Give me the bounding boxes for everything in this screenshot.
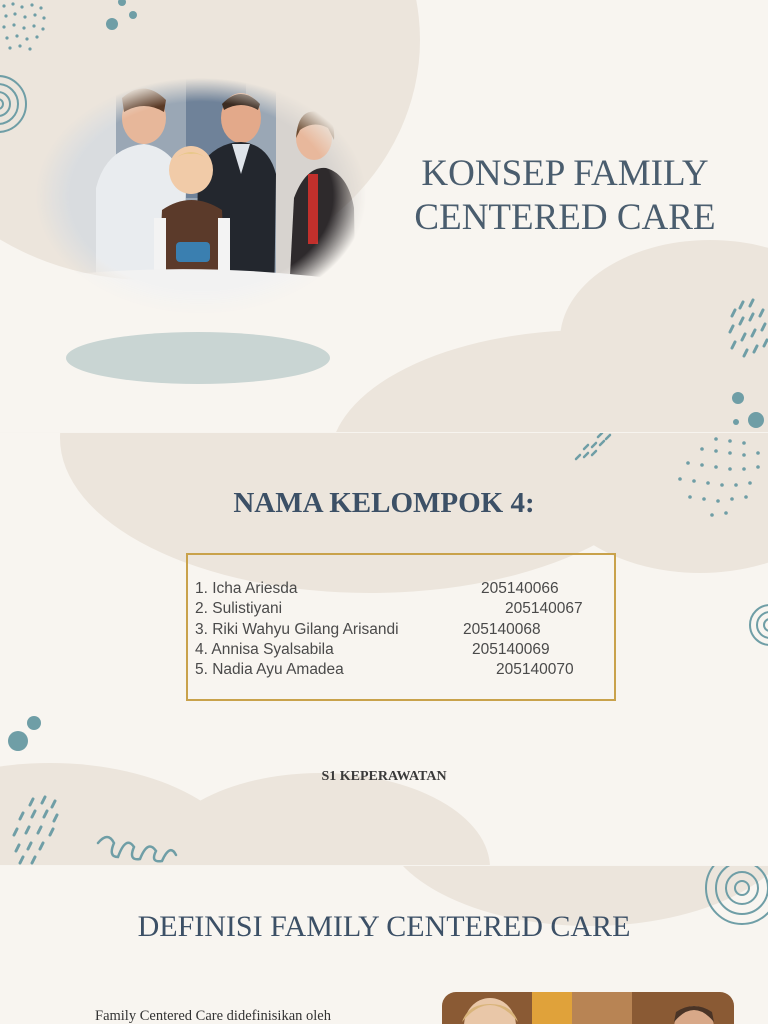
title-line-2: CENTERED CARE: [414, 197, 716, 238]
program-label: S1 KEPERAWATAN: [321, 769, 447, 784]
member-list-box: [186, 553, 616, 701]
member-row: [195, 580, 605, 600]
dashes-decoration-icon: [726, 296, 768, 366]
concentric-circles-icon: [0, 72, 20, 136]
member-nim: 205140070: [496, 661, 574, 678]
bubbles-decoration-icon: [100, 0, 140, 36]
member-nim: 205140066: [481, 580, 559, 597]
slide-definition: [0, 866, 768, 1024]
member-name: 5. Nadia Ayu Amadea: [195, 661, 344, 678]
slide-title-heading: [380, 152, 750, 240]
dashes-decoration-icon: [570, 433, 614, 463]
definition-heading: DEFINISI FAMILY CENTERED CARE: [137, 910, 631, 943]
dots-decoration-icon: [0, 0, 60, 60]
member-row: [195, 621, 605, 641]
member-nim: 205140069: [472, 641, 550, 658]
bubbles-decoration-icon: [4, 715, 44, 755]
member-row: [195, 641, 605, 661]
slide-title: [0, 0, 768, 432]
title-line-1: KONSEP FAMILY: [421, 153, 709, 194]
photo-shadow-ellipse: [66, 332, 330, 384]
bubbles-decoration-icon: [728, 388, 768, 432]
member-name: 3. Riki Wahyu Gilang Arisandi: [195, 621, 399, 638]
background-blob: [150, 773, 490, 865]
member-name: 1. Icha Ariesda: [195, 580, 298, 597]
member-nim: 205140068: [463, 621, 541, 638]
member-nim: 205140067: [505, 600, 583, 617]
group-heading: NAMA KELOMPOK 4:: [233, 487, 535, 519]
slide-group-members: [0, 433, 768, 865]
concentric-circles-icon: [748, 603, 768, 649]
member-row: [195, 661, 605, 681]
hospital-family-photo: [442, 992, 734, 1024]
member-name: 4. Annisa Syalsabila: [195, 641, 334, 658]
family-photo: [36, 78, 366, 314]
member-row: [195, 600, 605, 620]
squiggle-decoration-icon: [96, 829, 180, 865]
dashes-decoration-icon: [8, 795, 60, 865]
member-name: 2. Sulistiyani: [195, 600, 283, 617]
definition-text: Family Centered Care didefinisikan oleh: [95, 1008, 331, 1024]
